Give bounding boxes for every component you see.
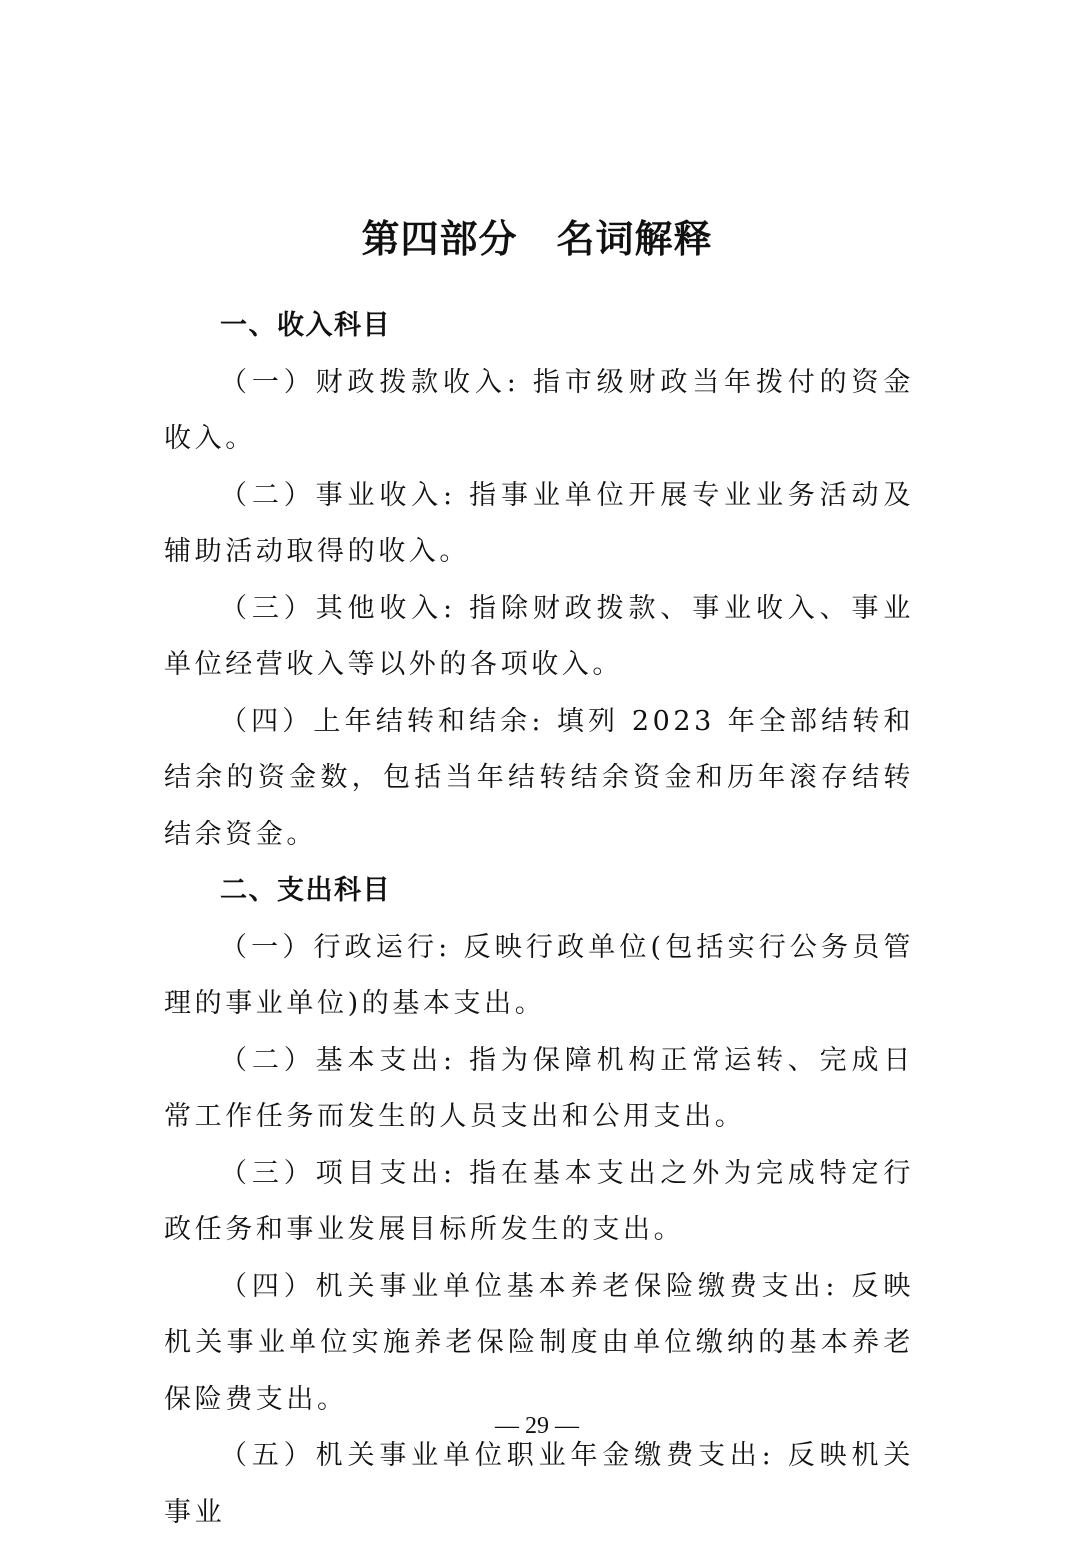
paragraph: （二）事业收入: 指事业单位开展专业业务活动及辅助活动取得的收入。 [164, 479, 914, 567]
income-section [164, 298, 914, 863]
paragraph: （四）上年结转和结余: 填列 2023 年全部结转和结余的资金数，包括当年结转结余资金和历年滚存结转结余资金。 [164, 705, 914, 850]
paragraph: （二）基本支出: 指为保障机构正常运转、完成日常工作任务而发生的人员支出和公用支出。 [164, 1044, 914, 1132]
paragraph: （四）机关事业单位基本养老保险缴费支出: 反映机关事业单位实施养老保险制度由单位缴纳的基本养老保险费支出。 [164, 1270, 914, 1415]
page-title: 第四部分 名词解释 [361, 217, 713, 262]
paragraph: （五）机关事业单位职业年金缴费支出: 反映机关事业 [164, 1440, 914, 1528]
paragraph: （三）其他收入: 指除财政拨款、事业收入、事业单位经营收入等以外的各项收入。 [164, 592, 914, 680]
section-heading-expenditure: 二、支出科目 [220, 875, 391, 906]
paragraph: （一）行政运行: 反映行政单位(包括实行公务员管理的事业单位)的基本支出。 [164, 931, 914, 1019]
section-heading-income: 一、收入科目 [220, 310, 391, 341]
paragraph: （一）财政拨款收入: 指市级财政当年拨付的资金收入。 [164, 366, 914, 454]
paragraph: （三）项目支出: 指在基本支出之外为完成特定行政任务和事业发展目标所发生的支出。 [164, 1157, 914, 1245]
document-body [164, 298, 914, 1541]
page-number: — 29 — [495, 1413, 579, 1439]
